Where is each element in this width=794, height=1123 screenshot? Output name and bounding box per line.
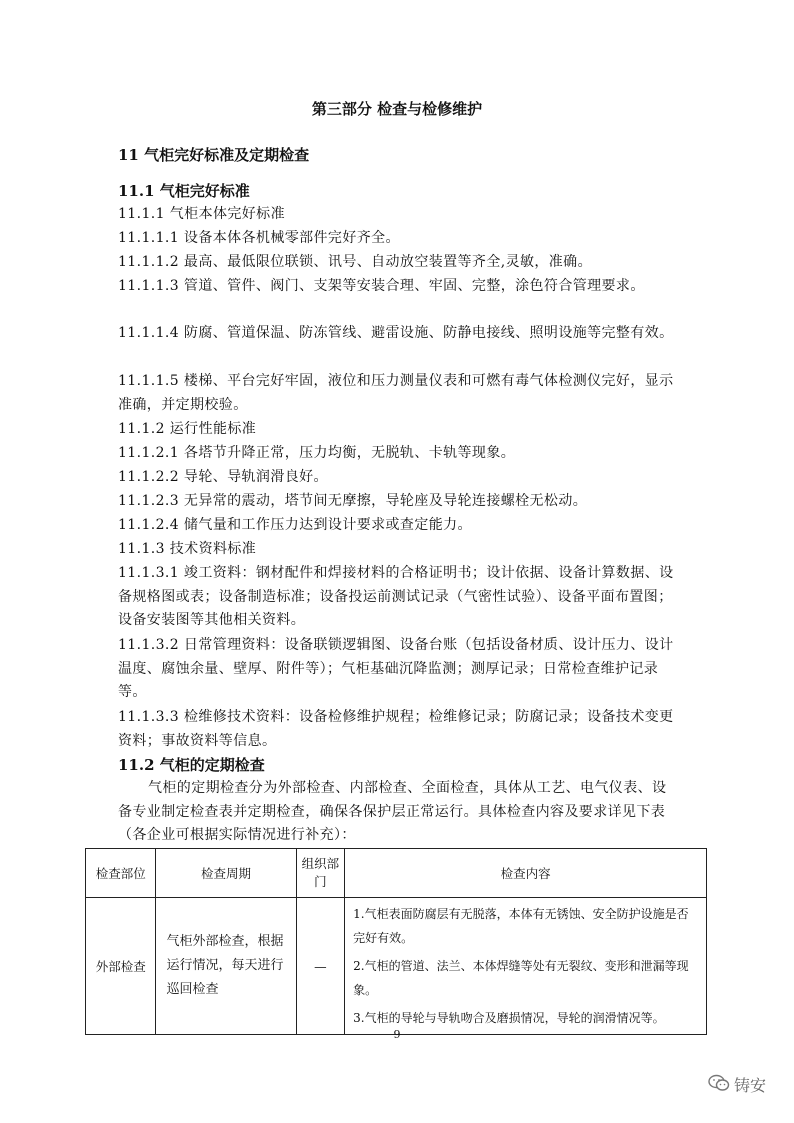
- section-title-11-1: 11.1 气柜完好标准: [118, 182, 250, 200]
- chapter-title: 11 气柜完好标准及定期检查: [118, 146, 310, 164]
- table-cell-contents: [345, 898, 707, 1035]
- paragraph: 11.1.2.1 各塔节升降正常，压力均衡，无脱轨、卡轨等现象。: [118, 445, 516, 461]
- period-text: 气柜外部检查，根据运行情况，每天进行巡回检查: [166, 934, 284, 997]
- paragraph: 11.1.1.1 设备本体各机械零部件完好齐全。: [118, 230, 400, 246]
- paragraph: 11.1.3 技术资料标准: [118, 541, 257, 557]
- paragraph: 11.1.3.2 日常管理资料：设备联锁逻辑图、设备台账（包括设备材质、设计压力、设计温度、腐蚀余量、壁厚、附件等）；气柜基础沉降监测；测厚记录；日常检查维护记录等。: [118, 637, 674, 700]
- paragraph: 11.1.2.3 无异常的震动，塔节间无摩擦，导轮座及导轮连接螺栓无松动。: [118, 493, 588, 509]
- table-header-cell: 检查内容: [345, 849, 707, 898]
- paragraph: 11.1.1 气柜本体完好标准: [118, 206, 285, 222]
- table-row: [86, 898, 707, 1035]
- watermark: [708, 1073, 766, 1096]
- part-title: 第三部分 检查与检修维护: [311, 100, 483, 118]
- table-cell-department: —: [296, 898, 345, 1035]
- content-item: 2.气柜的管道、法兰、本体焊缝等处有无裂纹、变形和泄漏等现象。: [353, 959, 689, 997]
- paragraph: 11.1.1.5 楼梯、平台完好牢固，液位和压力测量仪表和可燃有毒气体检测仪完好，显示准确，并定期校验。: [118, 373, 674, 413]
- paragraph: 11.1.2.4 储气量和工作压力达到设计要求或查定能力。: [118, 517, 472, 533]
- paragraph: 气柜的定期检查分为外部检查、内部检查、全面检查，具体从工艺、电气仪表、设备专业制定检查表并定期检查，确保各保护层正常运行。具体检查内容及要求详见下表（各企业可根据实际情况进行补充）：: [118, 780, 667, 843]
- table-header-row: [86, 849, 707, 898]
- wechat-icon: [708, 1074, 730, 1096]
- watermark-text: 铸安: [733, 1076, 766, 1095]
- paragraph: 11.1.1.3 管道、管件、阀门、支架等安装合理、牢固、完整，涂色符合管理要求。: [118, 278, 645, 294]
- section-title-11-2: 11.2 气柜的定期检查: [118, 756, 265, 774]
- table-cell-period: [156, 898, 296, 1035]
- table-header-cell: 检查部位: [86, 849, 156, 898]
- content-item: 3.气柜的导轮与导轨吻合及磨损情况，导轮的润滑情况等。: [353, 1011, 665, 1025]
- paragraph: 11.1.2.2 导轮、导轨润滑良好。: [118, 469, 328, 485]
- page-number: 9: [393, 1028, 401, 1041]
- table-header-cell-text: 组织部门: [301, 856, 340, 889]
- table-cell-location: 外部检查: [86, 898, 156, 1035]
- paragraph: 11.1.3.1 竣工资料：钢材配件和焊接材料的合格证明书；设计依据、设备计算数据、设备规格图或表；设备制造标准；设备投运前测试记录（气密性试验）、设备平面布置图；设备安装图等其他相关资料。: [118, 565, 674, 628]
- table-header-cell: 检查周期: [156, 849, 296, 898]
- table-header-cell: [296, 849, 345, 898]
- content-item: 1.气柜表面防腐层有无脱落，本体有无锈蚀、安全防护设施是否完好有效。: [353, 907, 689, 945]
- inspection-table: [85, 848, 707, 1035]
- paragraph: 11.1.1.4 防腐、管道保温、防冻管线、避雷设施、防静电接线、照明设施等完整有效。: [118, 325, 674, 341]
- paragraph: 11.1.2 运行性能标准: [118, 421, 257, 437]
- paragraph: 11.1.3.3 检维修技术资料：设备检修维护规程；检维修记录；防腐记录；设备技术变更资料；事故资料等信息。: [118, 709, 674, 749]
- paragraph: 11.1.1.2 最高、最低限位联锁、讯号、自动放空装置等齐全,灵敏，准确。: [118, 254, 592, 270]
